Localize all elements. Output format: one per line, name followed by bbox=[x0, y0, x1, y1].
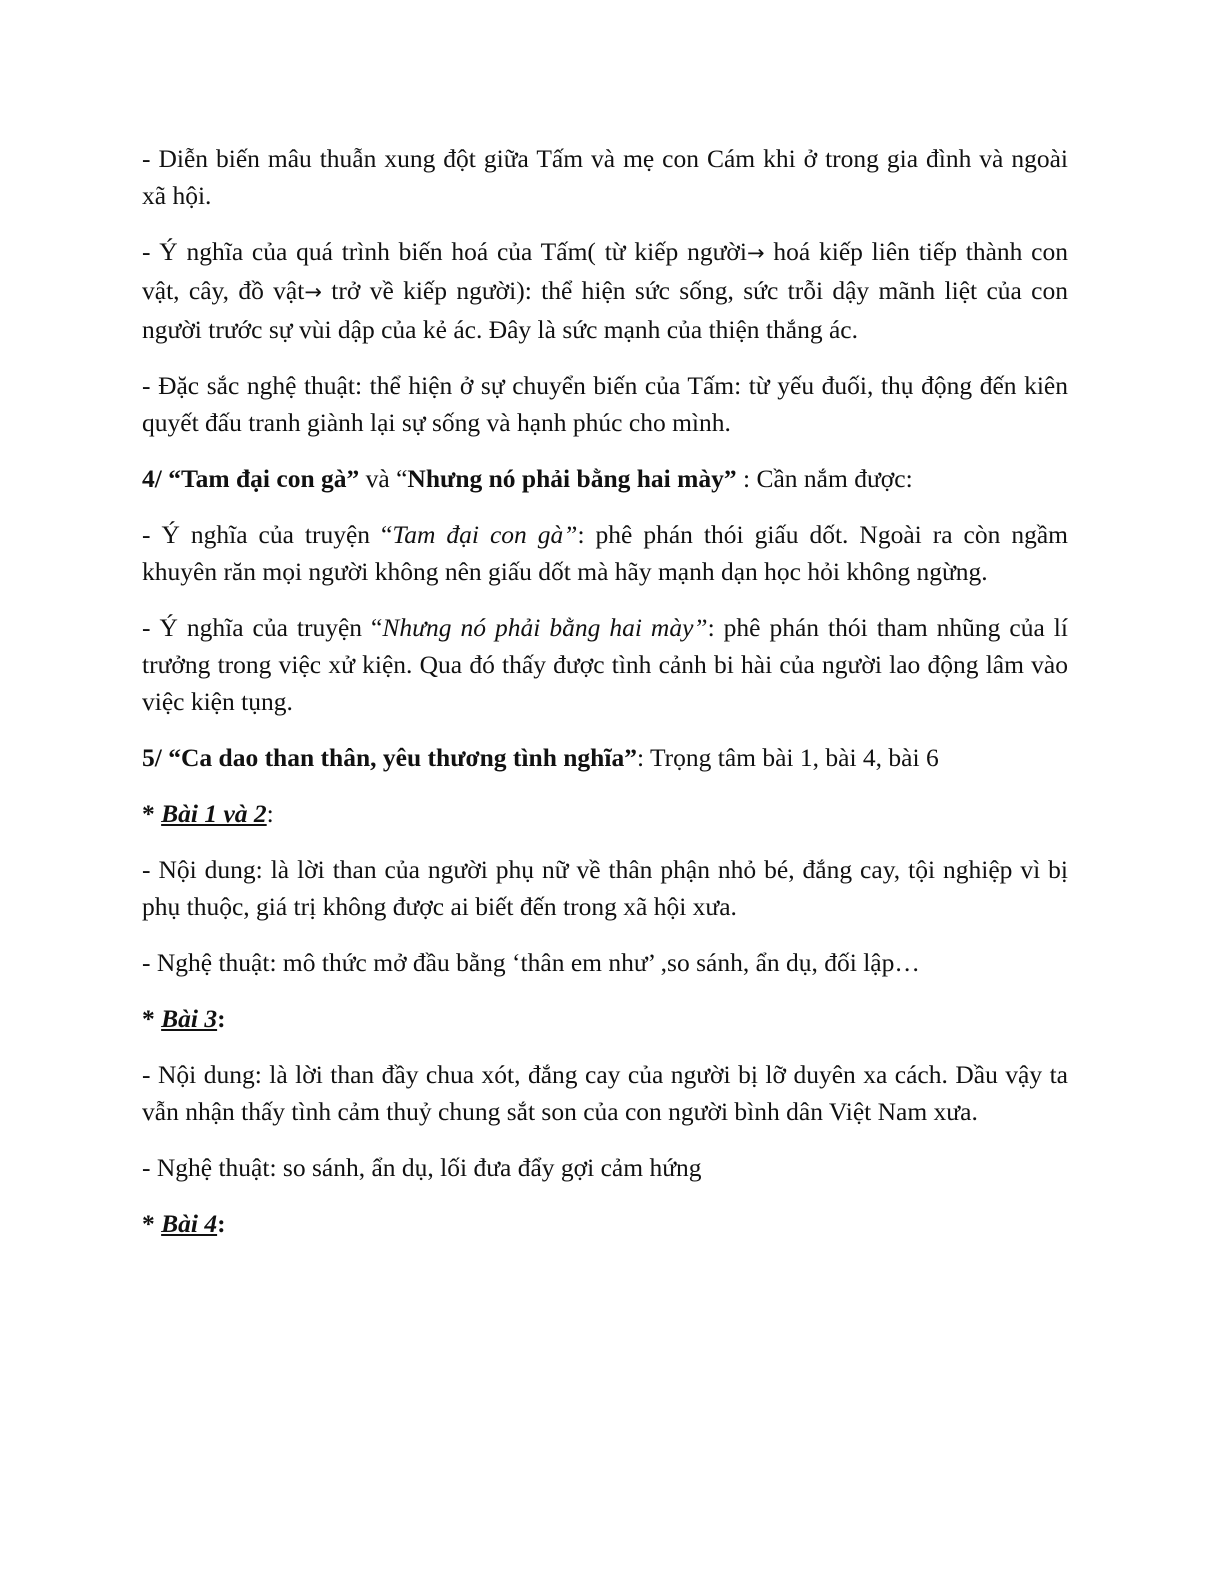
heading-section-4 bbox=[142, 460, 1068, 497]
nhung-no-meaning: : phê phán thói tham nhũng của lí trưởng trong việc xử kiện. Qua đó thấy được tình cảnh bi hài của người lao động lâm vào việc kiện tụng. bbox=[142, 613, 1068, 716]
transformation-text-end: trở về kiếp người): thể hiện sức sống, sức trỗi dậy mãnh liệt của con người trước sự vùi dập của kẻ ác. Đây là sức mạnh của thiện thắng ác. bbox=[142, 276, 1068, 344]
section-4-number: 4/ “ bbox=[142, 464, 181, 493]
bai-1-2-star: * bbox=[142, 799, 162, 828]
paragraph-tam-dai-con-ga bbox=[142, 516, 1068, 590]
paragraph-tam-art: - Đặc sắc nghệ thuật: thể hiện ở sự chuyển biến của Tấm: từ yếu đuối, thụ động đến kiên quyết đấu tranh giành lại sự sống và hạnh phúc cho mình. bbox=[142, 371, 1068, 437]
section-4-tail: : Cần nắm được: bbox=[736, 464, 913, 493]
bai-4-label: Bài 4 bbox=[161, 1209, 218, 1238]
section-5-number: 5/ “ bbox=[142, 743, 181, 772]
paragraph-bai-3-content: - Nội dung: là lời than đầy chua xót, đắng cay của người bị lỡ duyên xa cách. Dầu vậy ta vẫn nhận thấy tình cảm thuỷ chung sắt son của con người bình dân Việt Nam xưa. bbox=[142, 1060, 1068, 1126]
document-page bbox=[142, 140, 1068, 1261]
nhung-no-title: Nhưng nó phải bằng hai mày” bbox=[382, 613, 708, 642]
paragraph-bai-1-2-art: - Nghệ thuật: mô thức mở đầu bằng ‘thân em như’ ,so sánh, ẩn dụ, đối lập… bbox=[142, 948, 920, 977]
section-4-title-2: Nhưng nó phải bằng hai mày” bbox=[407, 464, 737, 493]
section-5-tail: : Trọng tâm bài 1, bài 4, bài 6 bbox=[636, 743, 939, 772]
paragraph-tam-conflict: - Diễn biến mâu thuẫn xung đột giữa Tấm và mẹ con Cám khi ở trong gia đình và ngoài xã hội. bbox=[142, 144, 1068, 210]
bai-3-colon: : bbox=[217, 1004, 226, 1033]
bai-3-label: Bài 3 bbox=[161, 1004, 218, 1033]
paragraph-bai-3-art: - Nghệ thuật: so sánh, ẩn dụ, lối đưa đẩy gợi cảm hứng bbox=[142, 1153, 702, 1182]
bai-1-2-colon: : bbox=[266, 799, 274, 828]
bai-4-colon: : bbox=[217, 1209, 226, 1238]
paragraph-nhung-no-phai bbox=[142, 609, 1068, 720]
right-arrow-icon: → bbox=[304, 280, 322, 304]
bai-3-star: * bbox=[142, 1004, 162, 1033]
subheading-bai-1-2 bbox=[142, 795, 1068, 832]
section-4-connector: và “ bbox=[359, 464, 408, 493]
bai-1-2-label: Bài 1 và 2 bbox=[161, 799, 267, 828]
tam-dai-meaning: : phê phán thói giấu dốt. Ngoài ra còn ngầm khuyên răn mọi người không nên giấu dốt mà hãy mạnh dạn học hỏi không ngừng. bbox=[142, 520, 1068, 586]
transformation-text-middle: hoá kiếp liên tiếp thành con vật, cây, đồ vật bbox=[142, 237, 1069, 305]
right-arrow-icon: → bbox=[746, 241, 765, 265]
subheading-bai-3 bbox=[142, 1000, 1068, 1037]
tam-dai-intro: - Ý nghĩa của truyện “ bbox=[142, 520, 393, 549]
tam-dai-title: Tam đại con gà” bbox=[392, 520, 578, 549]
subheading-bai-4 bbox=[142, 1205, 1068, 1242]
heading-section-5 bbox=[142, 739, 1068, 776]
paragraph-bai-1-2-content: - Nội dung: là lời than của người phụ nữ về thân phận nhỏ bé, đắng cay, tội nghiệp vì bị phụ thuộc, giá trị không được ai biết đến trong xã hội xưa. bbox=[142, 855, 1068, 921]
section-5-title: Ca dao than thân, yêu thương tình nghĩa” bbox=[180, 743, 637, 772]
nhung-no-intro: - Ý nghĩa của truyện “ bbox=[142, 613, 383, 642]
paragraph-tam-transformation bbox=[142, 233, 1068, 348]
bai-4-star: * bbox=[142, 1209, 162, 1238]
section-4-title-1: Tam đại con gà” bbox=[180, 464, 360, 493]
transformation-text-start: - Ý nghĩa của quá trình biến hoá của Tấm( từ kiếp người bbox=[142, 237, 747, 266]
